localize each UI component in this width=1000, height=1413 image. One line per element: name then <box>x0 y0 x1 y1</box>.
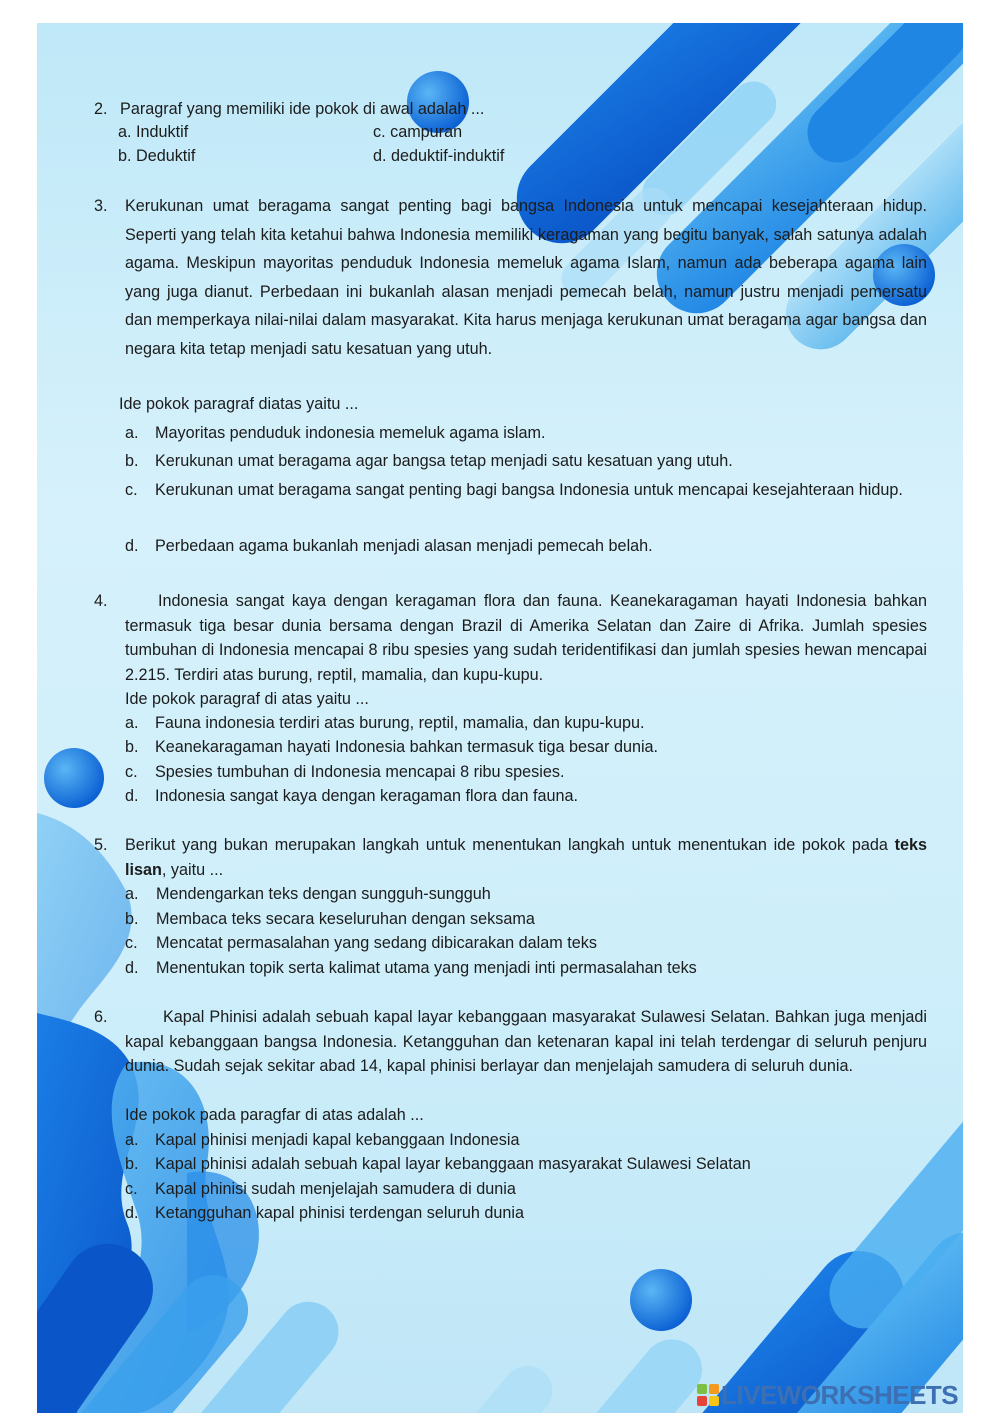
option-text: Kapal phinisi menjadi kapal kebanggaan Indonesia <box>155 1131 520 1149</box>
q3-option-c-letter: c. <box>125 481 138 499</box>
option-text: deduktif-induktif <box>391 147 505 165</box>
q3-option-d[interactable]: Perbedaan agama bukanlah menjadi alasan menjadi pemecah belah. <box>155 537 653 555</box>
liveworksheets-logo-icon <box>697 1384 719 1406</box>
option-text: Membaca teks secara keseluruhan dengan seksama <box>156 910 535 928</box>
option-text: Menentukan topik serta kalimat utama yang menjadi inti permasalahan teks <box>156 959 697 977</box>
question-6-prompt: Ide pokok pada paragfar di atas adalah ... <box>125 1106 424 1124</box>
liveworksheets-logo[interactable] <box>697 1380 958 1410</box>
option-letter: c. <box>125 1180 138 1198</box>
question-3-number: 3. <box>94 197 108 215</box>
q5-option-b[interactable] <box>125 907 535 931</box>
question-5-text <box>125 833 927 882</box>
option-text: Fauna indonesia terdiri atas burung, reptil, mamalia, dan kupu-kupu. <box>155 714 645 732</box>
option-text: Keanekaragaman hayati Indonesia bahkan termasuk tiga besar dunia. <box>155 738 659 756</box>
option-text: Indonesia sangat kaya dengan keragaman flora dan fauna. <box>155 787 578 805</box>
option-text: Ketangguhan kapal phinisi terdengan seluruh dunia <box>155 1204 525 1222</box>
liveworksheets-logo-text: LIVEWORKSHEETS <box>721 1379 959 1410</box>
q4-option-d[interactable] <box>125 784 578 808</box>
option-text: Deduktif <box>136 147 196 165</box>
q3-option-b-letter: b. <box>125 452 139 470</box>
option-text: Mendengarkan teks dengan sungguh-sungguh <box>156 885 491 903</box>
q4-option-b[interactable] <box>125 735 658 759</box>
q2-option-a[interactable] <box>118 120 188 144</box>
option-text: Kapal phinisi sudah menjelajah samudera di dunia <box>155 1180 516 1198</box>
q3-option-a[interactable]: Mayoritas penduduk indonesia memeluk agama islam. <box>155 424 546 442</box>
q5-option-d[interactable] <box>125 956 697 980</box>
q3-option-a-letter: a. <box>125 424 139 442</box>
option-text: Kapal phinisi adalah sebuah kapal layar kebanggaan masyarakat Sulawesi Selatan <box>155 1155 751 1173</box>
option-text: Induktif <box>136 123 189 141</box>
question-number: 2. <box>94 100 108 118</box>
ball-bottom <box>630 1269 692 1331</box>
option-letter: b. <box>118 147 132 165</box>
option-letter: d. <box>373 147 387 165</box>
option-text: Mencatat permasalahan yang sedang dibicarakan dalam teks <box>156 934 597 952</box>
option-text: Spesies tumbuhan di Indonesia mencapai 8 ribu spesies. <box>155 763 565 781</box>
q3-option-d-letter: d. <box>125 537 139 555</box>
option-letter: a. <box>125 1131 139 1149</box>
option-letter: d. <box>125 1204 139 1222</box>
q3-option-b[interactable]: Kerukunan umat beragama agar bangsa tetap menjadi satu kesatuan yang utuh. <box>155 452 733 470</box>
option-letter: b. <box>125 910 139 928</box>
q6-option-c[interactable] <box>125 1177 516 1201</box>
question-5-number: 5. <box>94 836 108 854</box>
q4-option-a[interactable] <box>125 711 645 735</box>
option-letter: b. <box>125 738 139 756</box>
q2-option-c[interactable] <box>373 120 462 144</box>
option-text: campuran <box>390 123 463 141</box>
q2-option-b[interactable] <box>118 144 195 168</box>
question-4-prompt: Ide pokok paragraf di atas yaitu ... <box>125 690 369 708</box>
q4-option-c[interactable] <box>125 760 564 784</box>
option-letter: c. <box>373 123 386 141</box>
question-5-bold-term: teks lisan <box>125 836 927 879</box>
option-letter: a. <box>118 123 132 141</box>
question-3-prompt: Ide pokok paragraf diatas yaitu ... <box>119 395 359 413</box>
option-letter: b. <box>125 1155 139 1173</box>
q6-option-b[interactable] <box>125 1152 751 1176</box>
q6-option-a[interactable] <box>125 1128 520 1152</box>
option-letter: c. <box>125 763 138 781</box>
q3-option-c[interactable]: Kerukunan umat beragama sangat penting bagi bangsa Indonesia untuk mencapai kesejahteraan hidup. <box>155 481 903 499</box>
q6-option-d[interactable] <box>125 1201 524 1225</box>
option-letter: a. <box>125 885 139 903</box>
q5-option-a[interactable] <box>125 882 491 906</box>
q5-option-c[interactable] <box>125 931 597 955</box>
question-5-text-part2: , yaitu ... <box>161 860 224 879</box>
question-4-paragraph: Indonesia sangat kaya dengan keragaman flora dan fauna. Keanekaragaman hayati Indonesia bahkan termasuk tiga besar dunia bersama dengan Brazil di Amerika Selatan dan Zaire di Afrika. Jumlah spesies tumbuhan di Indonesia mencapai 8 ribu spesies yang sudah teridentifikasi dan jumlah spesies hewan mencapai 2.215. Terdiri atas burung, reptil, mamalia, dan kupu-kupu. <box>125 592 927 684</box>
option-letter: d. <box>125 959 139 977</box>
question-6-number: 6. <box>94 1008 108 1026</box>
option-letter: a. <box>125 714 139 732</box>
question-3-paragraph: Kerukunan umat beragama sangat penting bagi bangsa Indonesia untuk mencapai kesejahteraan hidup. Seperti yang telah kita ketahui bahwa Indonesia memiliki keragaman yang begitu banyak, salah satunya adalah agama. Meskipun mayoritas penduduk Indonesia memeluk agama Islam, namun ada beberapa agama lain yang juga dianut. Perbedaan ini bukanlah alasan menjadi pemecah belah, namun justru menjadi pemersatu dan memperkaya nilai-nilai dalam masyarakat. Kita harus menjaga kerukunan umat beragama agar bangsa dan negara kita tetap menjadi satu kesatuan yang utuh. <box>125 197 927 358</box>
option-letter: c. <box>125 934 138 952</box>
question-5-text-part1: Berikut yang bukan merupakan langkah untuk menentukan langkah untuk menentukan ide pokok pada <box>125 836 895 854</box>
question-6-paragraph: Kapal Phinisi adalah sebuah kapal layar kebanggaan masyarakat Sulawesi Selatan. Bahkan juga menjadi kapal kebanggaan bangsa Indonesia. Ketangguhan dan ketenaran kapal ini telah terdengar di seluruh penjuru dunia. Sudah sejak sekitar abad 14, kapal phinisi berlayar dan menjelajah samudera di seluruh dunia. <box>125 1008 927 1075</box>
worksheet-page <box>37 23 963 1413</box>
ball-left <box>44 748 104 808</box>
q2-option-d[interactable] <box>373 144 504 168</box>
question-4-number: 4. <box>94 592 108 610</box>
option-letter: d. <box>125 787 139 805</box>
question-text: Paragraf yang memiliki ide pokok di awal adalah ... <box>120 100 485 118</box>
